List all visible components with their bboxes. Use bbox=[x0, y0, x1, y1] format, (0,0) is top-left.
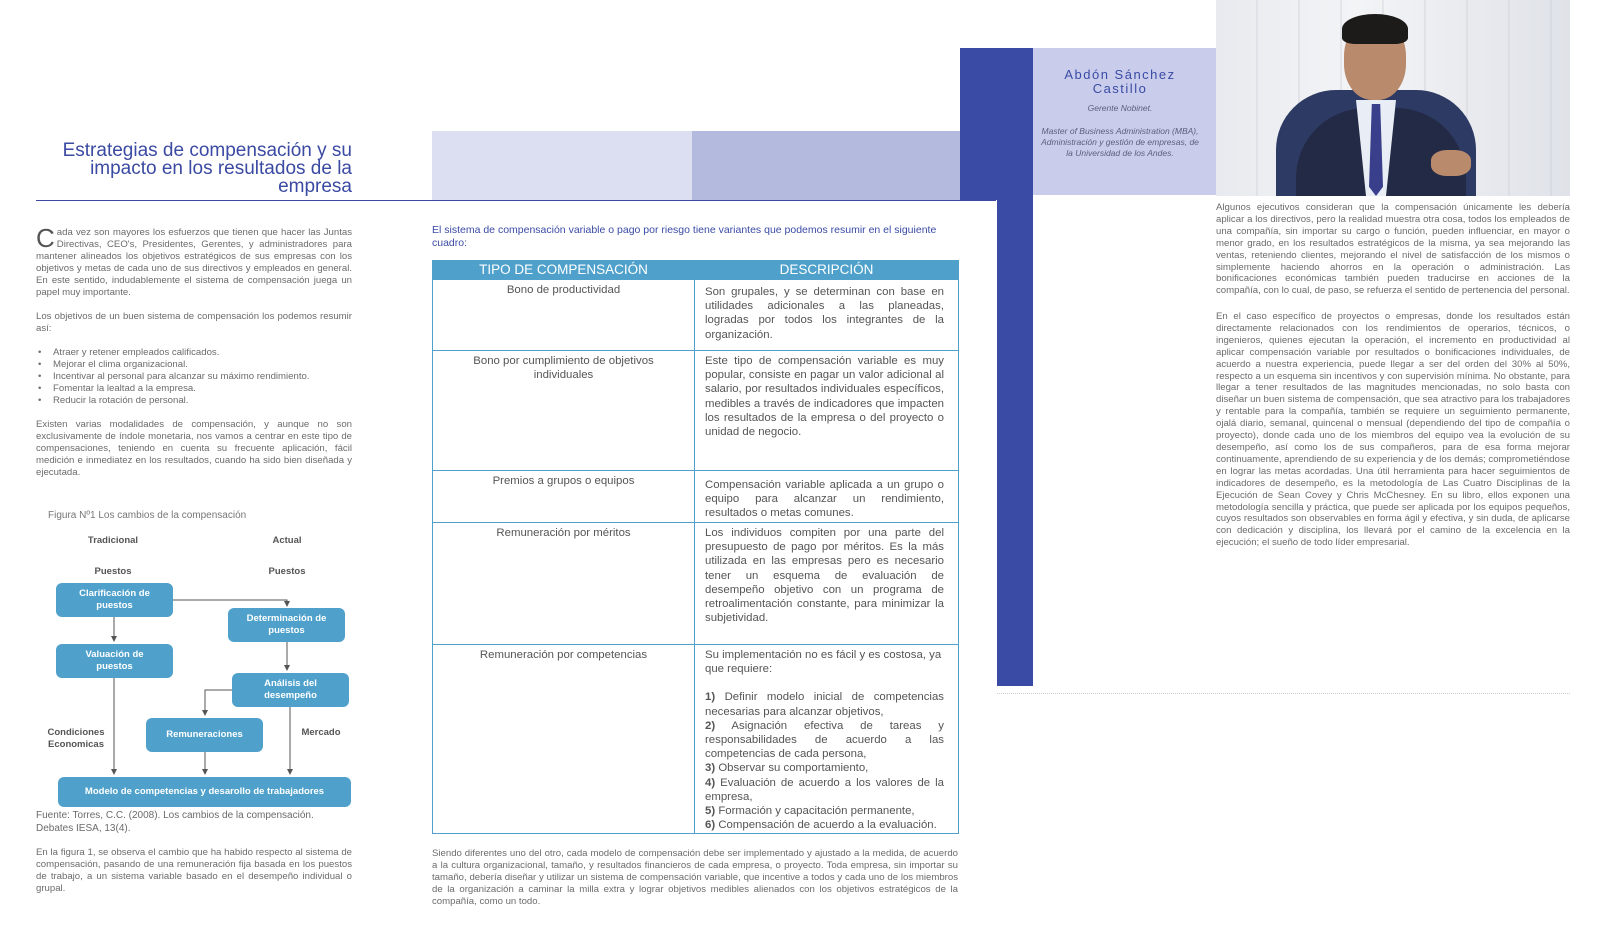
competencias-intro: Su implementación no es fácil y es costosa, ya que requiere: bbox=[705, 649, 942, 676]
requirement-number: 5) bbox=[705, 805, 716, 818]
cell-tipo: Bono de productividad bbox=[433, 280, 695, 351]
cell-tipo: Premios a grupos o equipos bbox=[433, 471, 695, 523]
requirement-item bbox=[705, 818, 944, 832]
figure-caption: Figura Nº1 Los cambios de la compensación bbox=[48, 510, 247, 521]
list-item: • Incentivar al personal para alcanzar su máximo rendimiento. bbox=[36, 371, 352, 383]
cell-tipo: Bono por cumplimiento de objetivos individuales bbox=[433, 351, 695, 471]
node-modelo-competencias: Modelo de competencias y desarollo de trabajadores bbox=[58, 777, 351, 807]
title-divider bbox=[36, 200, 996, 201]
cell-tipo: Remuneración por competencias bbox=[433, 645, 695, 834]
drop-cap: C bbox=[36, 223, 55, 253]
header-descripcion: DESCRIPCIÓN bbox=[695, 261, 959, 280]
requirement-item bbox=[705, 776, 944, 804]
requirement-text: Definir modelo inicial de competencias necesarias para alcanzar objetivos, bbox=[705, 691, 944, 718]
table-row bbox=[433, 280, 959, 351]
requirement-text: Asignación efectiva de tareas y responsabilidades de acuerdo a las competencias de cada persona, bbox=[705, 719, 944, 761]
cell-descripcion: Este tipo de compensación variable es muy popular, consiste en pagar un valor adicional al salario, por resultados individuales específicos, medibles a través de indicadores que impacten los resultados de la empresa o del proyecto o unidad de negocio. bbox=[695, 351, 959, 471]
decorative-bar-dark bbox=[960, 48, 997, 200]
requirement-text: Compensación de acuerdo a la evaluación. bbox=[718, 819, 937, 832]
requirement-text: Formación y capacitación permanente, bbox=[718, 805, 915, 818]
table-intro: El sistema de compensación variable o pago por riesgo tiene variantes que podemos resumir en el siguiente cuadro: bbox=[432, 224, 937, 249]
decorative-vertical-bar bbox=[997, 48, 1033, 686]
node-determinacion: Determinación de puestos bbox=[228, 608, 345, 642]
article-title: Estrategias de compensación y su impacto en los resultados de la empresa bbox=[62, 140, 352, 197]
spacer bbox=[705, 676, 944, 690]
author-name: Abdón Sánchez Castillo bbox=[1064, 67, 1176, 96]
requirement-item bbox=[705, 719, 944, 762]
left-paragraph-2: Los objetivos de un buen sistema de compensación los podemos resumir así: bbox=[36, 311, 352, 334]
label-puestos-right: Puestos bbox=[268, 566, 306, 577]
label-condiciones-economicas: Condiciones Economicas bbox=[47, 727, 105, 750]
requirement-item bbox=[705, 804, 944, 818]
objectives-list bbox=[36, 347, 352, 407]
left-paragraph-1 bbox=[36, 223, 352, 298]
requirement-number: 2) bbox=[705, 719, 716, 732]
photo-hair bbox=[1342, 14, 1408, 44]
label-actual: Actual bbox=[272, 535, 302, 546]
requirement-number: 3) bbox=[705, 762, 716, 775]
table-row bbox=[433, 645, 959, 834]
table-header-row bbox=[433, 261, 959, 280]
label-mercado: Mercado bbox=[301, 727, 341, 738]
bottom-divider bbox=[997, 693, 1570, 694]
cell-descripcion: Compensación variable aplicada a un grupo o equipo para alcanzar un rendimiento, resultados o metas comunes. bbox=[695, 471, 959, 523]
list-item: • Reducir la rotación de personal. bbox=[36, 395, 352, 407]
left-paragraph-4: En la figura 1, se observa el cambio que ha habido respecto al sistema de compensación, pasando de una remuneración fija basada en los puestos de trabajo, a un sistema variable basado en el desempeño individual o grupal. bbox=[36, 847, 352, 894]
compensation-table bbox=[432, 260, 959, 834]
table-row bbox=[433, 471, 959, 523]
requirement-number: 1) bbox=[705, 691, 716, 704]
right-paragraph-1: Algunos ejecutivos consideran que la compensación únicamente les debería aplicar a los directivos, pero la realidad muestra otra cosa, todos los empleados de una compañía, sin importar su cargo o función, pueden influenciar, en mayor o menor grado, en los resultados estratégicos de la misma, ya sea mejorando las ventas, reteniendo clientes, mejorando el nivel de satisfacción de los mismos o simplemente haciendo ahorros en la operación o administración. Las bonificaciones económicas también pueden traducirse en acciones de la compañía, con lo cual, de paso, se refuerza el sentido de pertenencia del personal. bbox=[1216, 202, 1570, 297]
cell-descripcion: Son grupales, y se determinan con base en utilidades adicionales a las planeadas, logradas por todos los integrantes de la organización. bbox=[695, 280, 959, 351]
list-item: • Atraer y retener empleados calificados. bbox=[36, 347, 352, 359]
left-paragraph-1-text: ada vez son mayores los esfuerzos que tienen que hacer las Juntas Directivas, CEO's, Presidentes, Gerentes, y administradores para mantener alineados los objetivos estratégicos de sus empresas con los objetivos y metas de cada uno de sus directivos y empleados en general. En este sentido, indudablemente el sistema de compensación juega un papel muy importante. bbox=[36, 227, 352, 298]
node-valuacion: Valuación de puestos bbox=[56, 644, 173, 678]
list-item: • Mejorar el clima organizacional. bbox=[36, 359, 352, 371]
node-remuneraciones: Remuneraciones bbox=[146, 718, 263, 752]
requirement-number: 6) bbox=[705, 819, 716, 832]
decorative-band-mid bbox=[692, 131, 960, 200]
author-description: Master of Business Administration (MBA), Administración y gestión de empresas, de la Universidad de los Andes. bbox=[1041, 126, 1199, 158]
label-traditional: Tradicional bbox=[87, 535, 139, 546]
list-item: • Fomentar la lealtad a la empresa. bbox=[36, 383, 352, 395]
cell-tipo: Remuneración por méritos bbox=[433, 523, 695, 645]
author-photo bbox=[1216, 0, 1570, 196]
requirement-item bbox=[705, 761, 944, 775]
table-row bbox=[433, 523, 959, 645]
requirement-number: 4) bbox=[705, 776, 716, 789]
right-paragraph-2: En el caso específico de proyectos o empresas, donde los resultados están directamente relacionados con los rendimientos de operarios, técnicos, o ingenieros, quienes ejecutan la operación, el incremento en productividad al aplicar compensación variable por resultados o bonificaciones individuales, de acuerdo a nuestra experiencia, puede llegar a ser del orden del 30% al 50%, respecto a un esquema sin incentivos y con supervisión mínima. No obstante, para llegar a tener resultados de las magnitudes mencionadas, no solo basta con diseñar un buen sistema de compensación, que sea atractivo para los trabajadores y rentable para la compañía, también se requiere un seguimiento permanente, ojalá diario, semanal, quincenal o mensual (dependiendo del tipo de compañía o proyecto), donde cada uno de los miembros del equipo vea la evolución de su desempeño, así como los de sus compañeros, para de esa forma mejorar continuamente, aprendiendo de su experiencia y de los demás; comprometiéndose en lograr las metas acordadas. Una útil herramienta para hacer seguimientos de indicadores de desempeño, es la metodología de Las Cuatro Disciplinas de la Ejecución de Sean Covey y Chris McChesney. En su libro, ellos exponen una metodología sencilla y práctica, que puede ser aplicada por los equipos pequeños, cuyos resultados son observables en forma ágil y efectiva, y sin duda, de aplicarse con dedicación y disciplina, los llevará por el camino de la excelencia en la ejecución; el sueño de todo líder empresarial. bbox=[1216, 311, 1570, 549]
node-analisis: Análisis del desempeño bbox=[232, 673, 349, 707]
photo-hand bbox=[1431, 150, 1471, 176]
decorative-band-light bbox=[432, 131, 692, 200]
cell-descripcion bbox=[695, 645, 959, 834]
cell-descripcion: Los individuos compiten por una parte del presupuesto de pago por méritos. Es la más utilizada en las empresas pero es necesario tener un esquema de evaluación de desempeño objetivo con un programa de retroalimentación constante, para minimizar la subjetividad. bbox=[695, 523, 959, 645]
requirement-text: Observar su comportamiento, bbox=[718, 762, 869, 775]
left-paragraph-3: Existen varias modalidades de compensación, y aunque no son exclusivamente de índole monetaria, nos vamos a centrar en este tipo de compensaciones, teniendo en cuenta su frecuente aplicación, fácil medición e inmediatez en los resultados, cuando ha sido bien diseñada y ejecutada. bbox=[36, 419, 352, 478]
requirement-item bbox=[705, 690, 944, 718]
requirement-text: Evaluación de acuerdo a los valores de la empresa, bbox=[705, 776, 944, 803]
table-row bbox=[433, 351, 959, 471]
middle-closing-paragraph: Siendo diferentes uno del otro, cada modelo de compensación debe ser implementado y ajustado a la medida, de acuerdo a la cultura organizacional, tamaño, y resultados financieros de cada empresa, o proyecto. Toda empresa, sin importar su tamaño, debería diseñar y utilizar un sistema de compensación variable, que incentive a todos y cada uno de los miembros de la organización a caminar la milla extra y lograr objetivos medibles alienados con los objetivos estratégicos de la compañía, como un todo. bbox=[432, 848, 958, 907]
node-clasificacion: Clarificación de puestos bbox=[56, 583, 173, 617]
author-role: Gerente Nobinet. bbox=[1087, 103, 1153, 113]
header-tipo: TIPO DE COMPENSACIÓN bbox=[433, 261, 695, 280]
figure-source: Fuente: Torres, C.C. (2008). Los cambios de la compensación. Debates IESA, 13(4). bbox=[36, 810, 314, 834]
label-puestos-left: Puestos bbox=[94, 566, 132, 577]
